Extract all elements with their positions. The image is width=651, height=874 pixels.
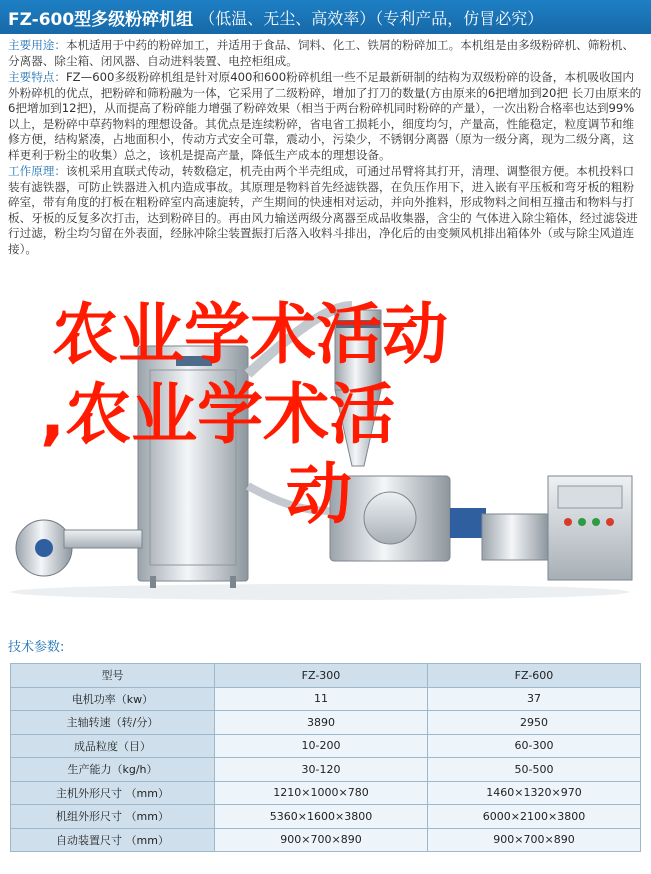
features-label: 主要特点：: [8, 70, 66, 84]
spec-value-fz300: 1210×1000×780: [215, 781, 428, 805]
spec-value-fz600: 37: [428, 687, 641, 711]
principle-label: 工作原理：: [8, 164, 66, 178]
table-row: [11, 781, 641, 805]
grinder-motor: [450, 508, 486, 538]
spec-value-fz600: 900×700×890: [428, 828, 641, 852]
spec-value-fz600: 60-300: [428, 734, 641, 758]
spec-value-fz300: 5360×1600×3800: [215, 805, 428, 829]
product-subtitle: （低温、无尘、高效率）（专利产品，仿冒必究）: [199, 8, 544, 28]
dust-collector: [138, 346, 248, 581]
collector-leg-left: [150, 576, 156, 588]
spec-name: 自动装置尺寸 （mm）: [11, 828, 215, 852]
spec-value-fz300: 3890: [215, 711, 428, 735]
spec-header-fz600: FZ-600: [428, 664, 641, 688]
principle-text: 该机采用直联式传动，转数稳定，机壳由两个半壳组成，可通过吊臂将其打开，清理、调整很方便。本机投料口装有滤铁器，可防止铁器进入机内造成事故。其原理是物料首先经滤铁器，在负压作用下，进入嵌有平压板和弯牙板的粗粉碎室，带有角度的打板在粗粉碎室内高速旋转，产生期间的快速相对运动，并向外推料，形成物料之间相互撞击和物料与打板、牙板的反复多次打击，达到粉碎目的。再由风力输送两级分离器至成品收集器，含尘的 气体进入除尘箱体，经过滤袋进 行过滤，粉尘均匀留在外表面，经脉冲除尘装置振打后落入收料斗排出，净化后的由变频风机排出箱体外（或与除尘风道连接）。: [8, 164, 638, 256]
machine-illustration: [0, 286, 651, 604]
product-description: [8, 38, 643, 258]
spec-header-row: [11, 664, 641, 688]
control-button-green: [578, 518, 586, 526]
lower-pipe: [248, 486, 330, 511]
fan-duct: [64, 530, 142, 548]
params-title: 技术参数:: [8, 640, 65, 655]
headline-line-1: 农业学术活动: [52, 296, 448, 373]
table-row: [11, 711, 641, 735]
table-row: [11, 805, 641, 829]
collector-leg-right: [230, 576, 236, 588]
control-button-red: [564, 518, 572, 526]
features-text: FZ—600多级粉碎机组是针对原400和600粉碎机组一些不足最新研制的结构为双级粉碎的设备，本机吸收国内外粉碎机的优点，把粉碎和筛粉融为一体，它采用了二级粉碎，增加了打刀的数量(方由原来的6把增加到20把 长刀由原来的6把增加到12把)，从而提高了粉碎能力增强了粉碎效果（相当于两台粉碎机同时粉碎的产量），一次出粉合格率也达到99%以上，是粉碎中草药物料的理想设备。其优点是连续粉碎，省电省工损耗小，细度均匀，产量高，性能稳定，粒度调节和维修方便，结构紧凑，占地面积小，传动方式安全可靠，震动小，污染少，不锈钢分离器（原为一级分离，现为二级分离，这样更利于粉尘的收集）总之，该机是提高产量，降低生产成本的理想设备。: [8, 70, 642, 162]
spec-table: [10, 663, 641, 852]
spec-name: 机组外形尺寸 （mm）: [11, 805, 215, 829]
spec-name: 主轴转速（转/分）: [11, 711, 215, 735]
spec-value-fz300: 30-120: [215, 758, 428, 782]
headline-line-3: 动: [286, 456, 352, 533]
spec-name: 成品粒度（目）: [11, 734, 215, 758]
spec-value-fz300: 900×700×890: [215, 828, 428, 852]
features-paragraph: [8, 70, 643, 163]
cyclone-badge: [336, 320, 380, 328]
spec-name: 电机功率（kw）: [11, 687, 215, 711]
usage-label: 主要用途：: [8, 38, 66, 52]
usage-paragraph: [8, 38, 643, 69]
control-panel: [558, 486, 622, 508]
spec-value-fz600: 1460×1320×970: [428, 781, 641, 805]
machine-photo: [0, 286, 651, 604]
spec-name: 生产能力（kg/h）: [11, 758, 215, 782]
spec-name: 主机外形尺寸 （mm）: [11, 781, 215, 805]
spec-value-fz300: 10-200: [215, 734, 428, 758]
usage-text: 本机适用于中药的粉碎加工，并适用于食品、饲料、化工、铁屑的粉碎加工。本机组是由多级粉碎机、筛粉机、分离器、除尘箱、闭风器、自动进料装置、电控柜组成。: [8, 38, 635, 68]
spec-header-model: 型号: [11, 664, 215, 688]
product-title: FZ-600型多级粉碎机组: [8, 9, 194, 30]
cyclone-cone: [335, 390, 381, 466]
page-header: [0, 0, 651, 34]
table-row: [11, 687, 641, 711]
auto-feeder: [482, 514, 548, 560]
headline-line-2: ,农业学术活: [40, 376, 396, 453]
grinder-housing: [364, 492, 416, 544]
table-row: [11, 734, 641, 758]
control-button-green-2: [592, 518, 600, 526]
spec-value-fz600: 50-500: [428, 758, 641, 782]
table-row: [11, 828, 641, 852]
floor-shadow: [10, 584, 630, 600]
spec-value-fz600: 6000×2100×3800: [428, 805, 641, 829]
collector-badge: [176, 356, 212, 366]
spec-value-fz300: 11: [215, 687, 428, 711]
spec-value-fz600: 2950: [428, 711, 641, 735]
spec-header-fz300: FZ-300: [215, 664, 428, 688]
table-row: [11, 758, 641, 782]
control-button-red-2: [606, 518, 614, 526]
principle-paragraph: [8, 164, 643, 257]
fan-motor: [35, 539, 53, 557]
